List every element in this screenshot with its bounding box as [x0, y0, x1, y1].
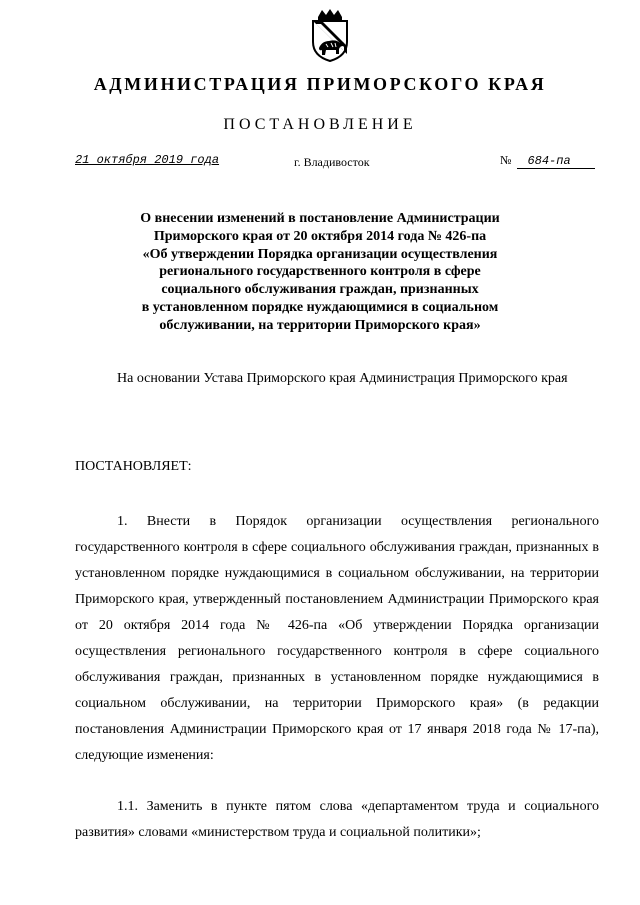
- basis-paragraph: На основании Устава Приморского края Администрация Приморского края: [117, 371, 568, 386]
- heading-line: Приморского края от 20 октября 2014 года № 426-па: [153, 228, 487, 244]
- document-heading: [120, 210, 520, 335]
- number-label: №: [500, 153, 512, 167]
- document-city: г. Владивосток: [294, 155, 370, 169]
- item-1-1-paragraph: 1.1. Заменить в пункте пятом слова «департаментом труда и социального развития» словами «министерством труда и социальной политики»;: [75, 799, 599, 840]
- document-type: ПОСТАНОВЛЕНИЕ: [223, 116, 417, 133]
- heading-line: социального обслуживания граждан, признанных: [161, 282, 479, 298]
- document-number: [500, 153, 595, 169]
- item-1-paragraph: 1. Внести в Порядок организации осуществления регионального государственного контроля в сфере социального обслуживания граждан, признанных в установленном порядке нуждающимися в социальном обслуживании, на территории Приморского края, утвержденный постановлением Администрации Приморского края от 20 октября 2014 года № 426-па «Об утверждении Порядка организации осуществления регионального государственного контроля в сфере социального обслуживания граждан, признанных в установленном порядке нуждающимися в социальном обслуживании, на территории Приморского края» (в редакции постановления Администрации Приморского края от 17 января 2018 года № 17-па), следующие изменения:: [75, 514, 599, 763]
- number-value: 684-па: [517, 154, 595, 169]
- heading-line: «Об утверждении Порядка организации осуществления: [142, 246, 498, 262]
- heading-line: О внесении изменений в постановление Администрации: [140, 211, 500, 226]
- coat-of-arms-icon: [304, 8, 356, 62]
- resolve-label: ПОСТАНОВЛЯЕТ:: [75, 459, 192, 474]
- document-date-value: 21 октября 2019 года: [75, 153, 220, 167]
- heading-line: обслуживании, на территории Приморского края»: [159, 317, 481, 333]
- heading-line: в установленном порядке нуждающимися в социальном: [141, 299, 499, 315]
- document-date: [75, 153, 219, 167]
- heading-line: регионального государственного контроля в сфере: [159, 264, 481, 280]
- organization-title: АДМИНИСТРАЦИЯ ПРИМОРСКОГО КРАЯ: [93, 74, 547, 94]
